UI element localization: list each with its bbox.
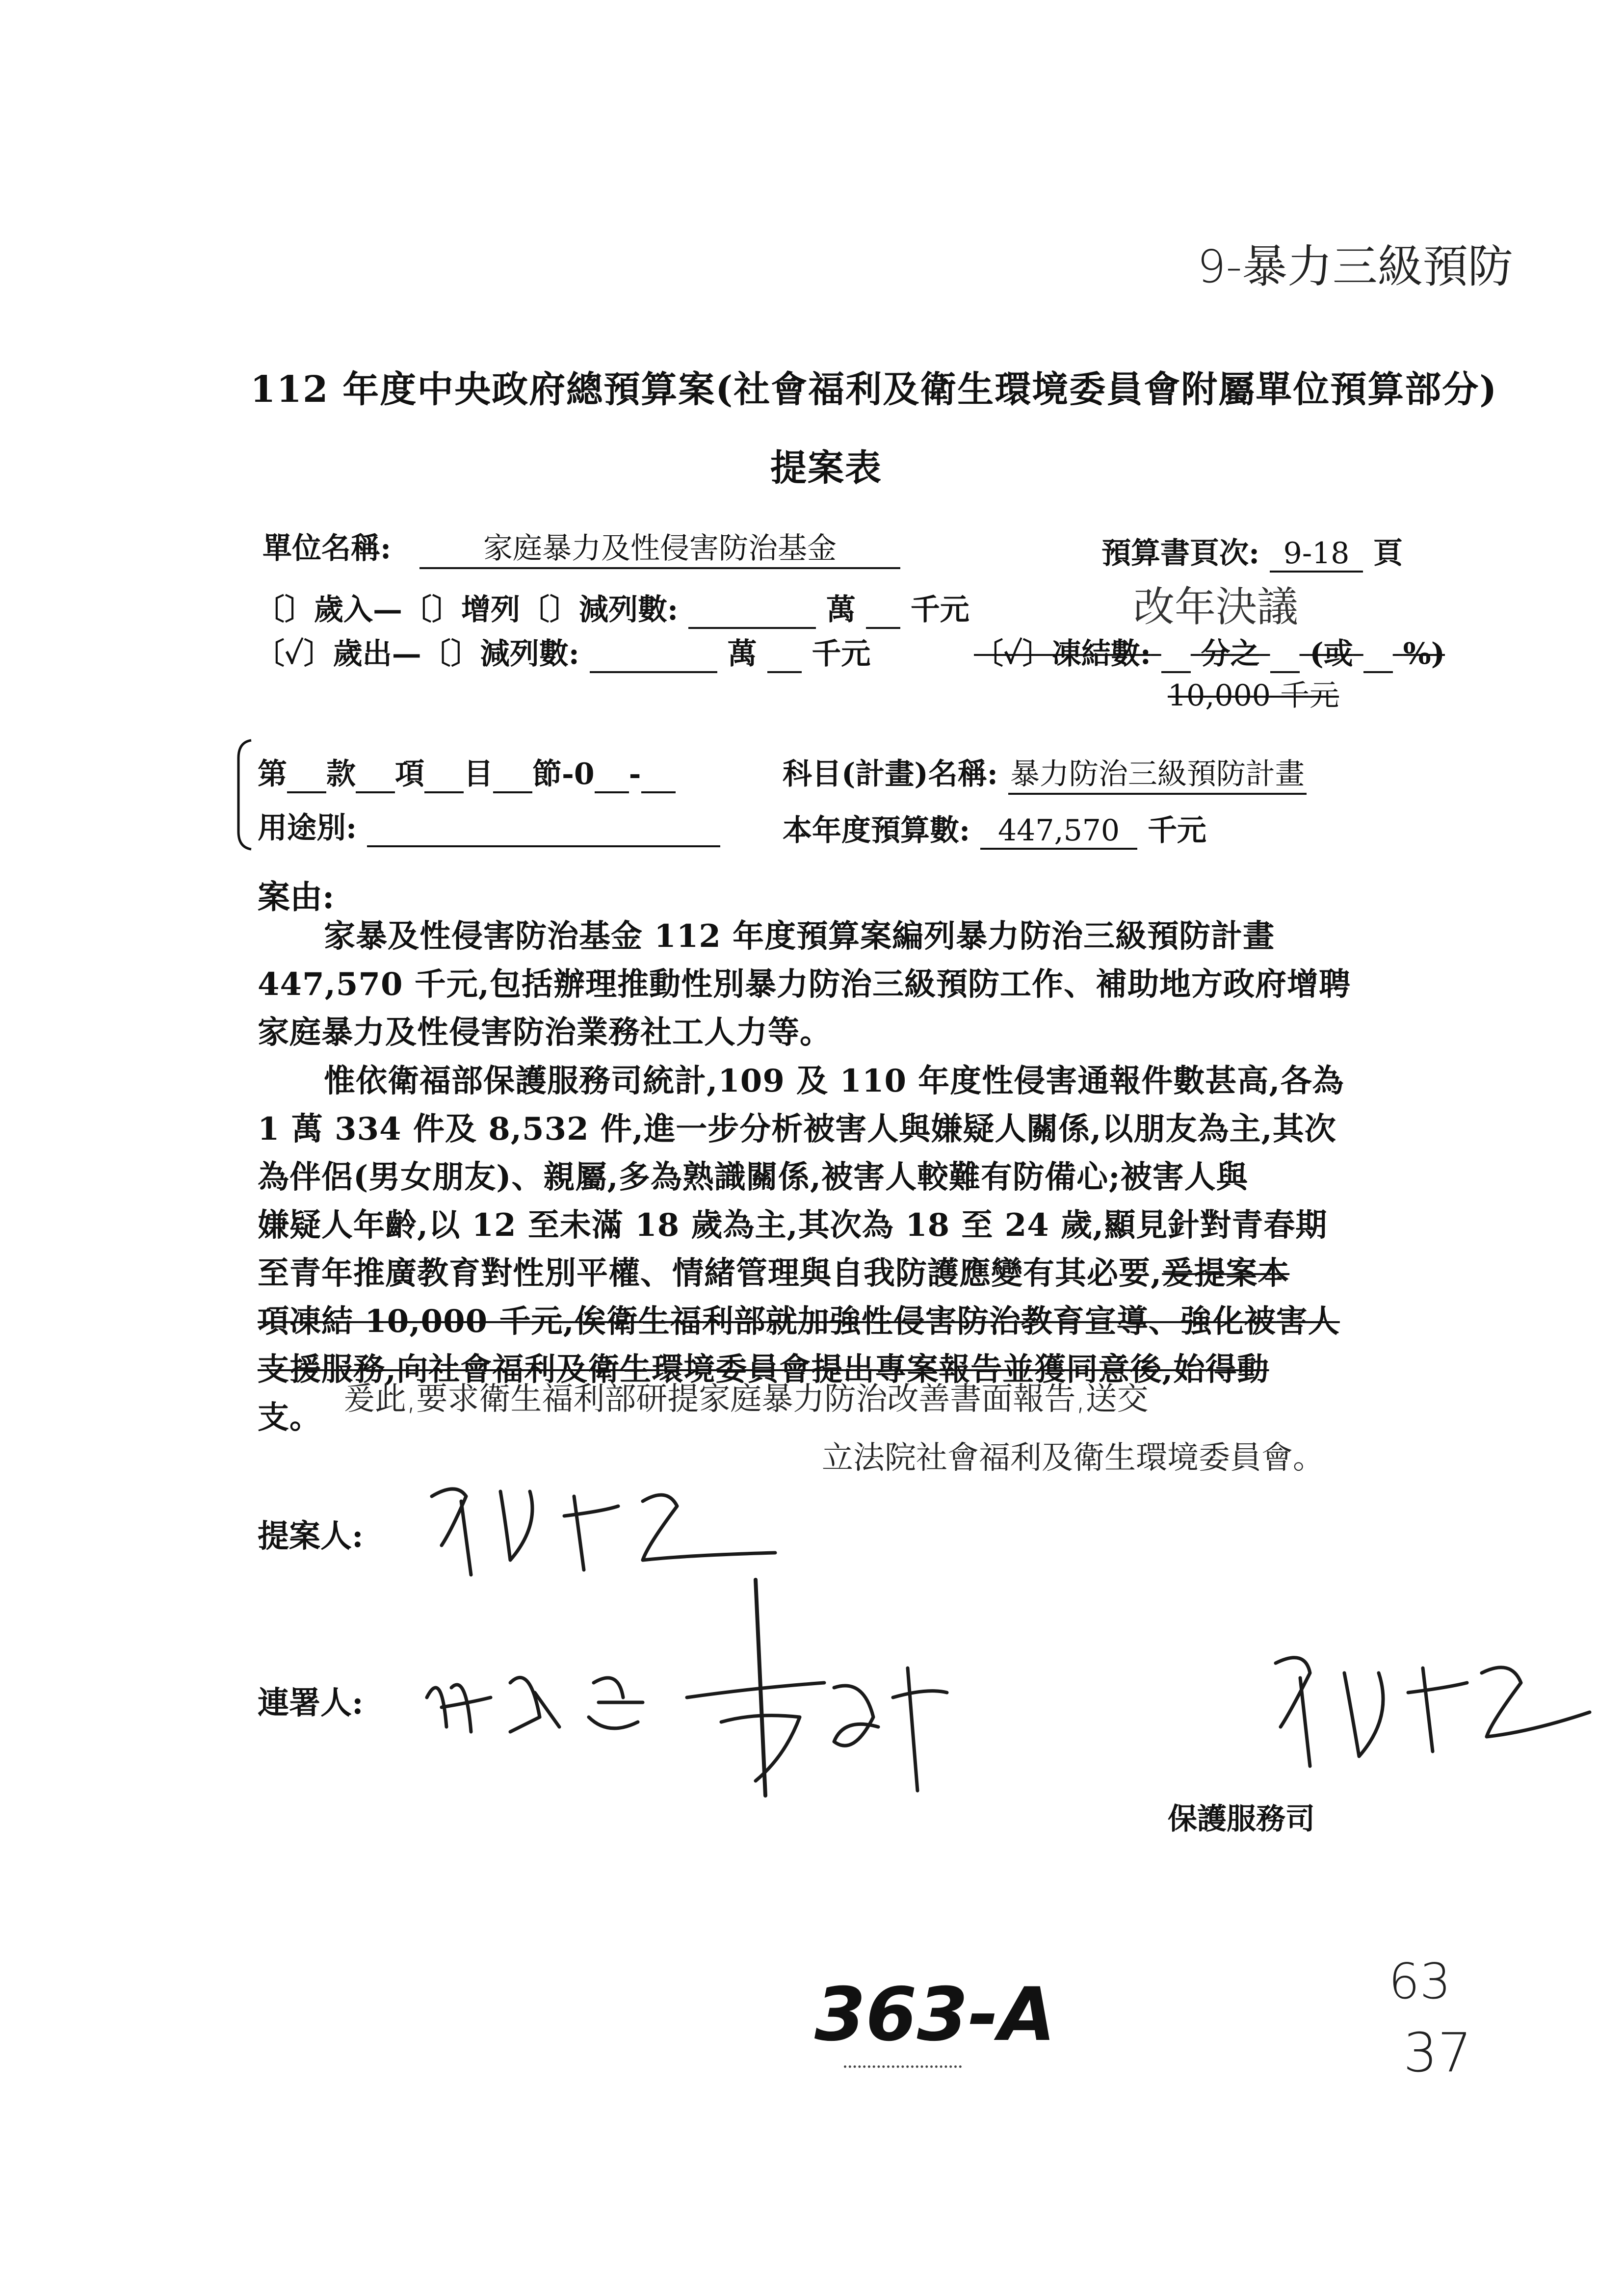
paragraph-1-line: 家庭暴力及性侵害防治業務社工人力等。 [258, 1014, 832, 1051]
struck-line: 支援服務,向社會福利及衛生環境委員會提出專案報告並獲同意後,始得動 [258, 1351, 1269, 1388]
freeze-part: 分之 [1201, 637, 1260, 671]
revenue-wan-blank [688, 593, 816, 629]
annual-budget-row [783, 807, 1206, 850]
subject-value: 暴力防治三級預防計畫 [1008, 751, 1307, 795]
revenue-wan: 萬 [826, 593, 856, 627]
subject-label: 科目(計畫)名稱: [783, 757, 998, 791]
unit-name-text: 家庭暴力及性侵害防治基金 [419, 525, 900, 569]
freeze-numerator-blank [1270, 637, 1300, 673]
paragraph-1-line: 447,570 千元,包括辦理推動性別暴力防治三級預防工作、補助地方政府增聘 [258, 966, 1351, 1003]
item-dash: - [629, 757, 641, 791]
stamp-underline-dots [844, 2065, 962, 2068]
corner-number: 37 [1403, 2021, 1472, 2084]
annual-budget-label: 本年度預算數: [783, 813, 970, 848]
paragraph-2-line: 嫌疑人年齡,以 12 至未滿 18 歲為主,其次為 18 至 24 歲,顯見針對青春期 [258, 1207, 1328, 1244]
document-subtitle: 提案表 [770, 447, 882, 489]
item-kuan-blank [287, 757, 326, 793]
revenue-row-text: 〔〕歲入—〔〕增列〔〕減列數: [255, 593, 679, 627]
cosigner-label: 連署人: [258, 1685, 364, 1722]
item-row [258, 751, 676, 793]
revenue-row [255, 586, 969, 629]
revenue-qian: 千元 [910, 593, 969, 627]
item-di: 第 [258, 757, 287, 791]
handwritten-insert-line-2: 立法院社會福利及衛生環境委員會。 [822, 1440, 1324, 1476]
corner-number: 63 [1388, 1953, 1451, 2010]
annual-budget-value: 447,570 [980, 813, 1137, 850]
cosigner-signature [412, 1570, 976, 1805]
stamp-number: 363-A [814, 1972, 1056, 2058]
paragraph-1-line: 家暴及性侵害防治基金 112 年度預算案編列暴力防治三級預防計畫 [324, 918, 1275, 955]
struck-line: 項凍結 10,000 千元,俟衛生福利部就加強性侵害防治教育宣導、強化被害人 [258, 1303, 1340, 1340]
expenditure-row [255, 630, 870, 673]
item-jie: 節-0 [532, 757, 595, 791]
document-title: 112 年度中央政府總預算案(社會福利及衛生環境委員會附屬單位預算部分) [250, 368, 1498, 411]
usage-row [258, 805, 720, 847]
item-last-blank [641, 757, 676, 793]
expenditure-row-text: 〔✓〕歲出—〔〕減列數: [255, 637, 579, 671]
budget-page-label: 預算書頁次: [1101, 536, 1260, 571]
para2-struck: 爰提案本 [1162, 1255, 1290, 1292]
paragraph-2-line: 為伴侶(男女朋友)、親屬,多為熟識關係,被害人較難有防備心;被害人與 [258, 1159, 1248, 1196]
right-signature [1246, 1644, 1599, 1791]
freeze-denominator-blank [1161, 637, 1191, 673]
budget-page-row [1101, 530, 1403, 573]
unit-name-label: 單位名稱: [262, 531, 392, 566]
paragraph-2-line: 1 萬 334 件及 8,532 件,進一步分析被害人與嫌疑人關係,以朋友為主,其次 [258, 1111, 1336, 1148]
item-kuan: 款 [326, 757, 356, 791]
budget-page-suffix: 頁 [1373, 536, 1403, 571]
item-mu: 目 [464, 757, 493, 791]
revenue-qian-blank [866, 593, 900, 629]
handwritten-insert-line-1: 爰此,要求衛生福利部研提家庭暴力防治改善書面報告,送交 [343, 1381, 1149, 1417]
freeze-row [974, 630, 1445, 673]
expenditure-wan: 萬 [727, 637, 757, 671]
freeze-amount: 10,000 [1168, 678, 1271, 713]
para2-last-struck: 支。 [258, 1399, 321, 1436]
annual-budget-unit: 千元 [1147, 813, 1206, 848]
freeze-or: (或 [1310, 637, 1353, 671]
department-label: 保護服務司 [1168, 1802, 1315, 1836]
item-mu-blank [424, 757, 464, 793]
paragraph-1 [258, 913, 1351, 1057]
handwritten-resolution: 改年決議 [1133, 583, 1299, 631]
subject-row [783, 751, 1307, 795]
expenditure-qian-blank [767, 637, 802, 673]
expenditure-qian: 千元 [812, 637, 871, 671]
para2-kept: 至青年推廣教育對性別平權、情緒管理與自我防護應變有其必要, [258, 1255, 1162, 1292]
usage-blank [367, 811, 720, 847]
reason-label: 案由: [258, 878, 335, 916]
freeze-unit: 千元 [1280, 678, 1339, 713]
proposer-label: 提案人: [258, 1518, 364, 1555]
expenditure-wan-blank [590, 637, 717, 673]
item-jie-blank [493, 757, 532, 793]
freeze-pct-blank [1363, 637, 1393, 673]
budget-page-value: 9-18 [1270, 536, 1363, 573]
item-sub-blank [595, 757, 629, 793]
item-xiang: 項 [395, 757, 424, 791]
paragraph-2-line: 惟依衛福部保護服務司統計,109 及 110 年度性侵害通報件數甚高,各為 [324, 1063, 1344, 1099]
freeze-label: 〔✓〕凍結數: [974, 637, 1151, 671]
freeze-pct: %) [1403, 637, 1445, 671]
unit-name-value [419, 525, 900, 569]
item-xiang-blank [356, 757, 395, 793]
usage-label: 用途別: [258, 811, 357, 845]
header-handwritten-note: 9-暴力三級預防 [1197, 240, 1513, 293]
paragraph-2-line-5 [258, 1250, 1344, 1298]
freeze-amount-row [1168, 672, 1339, 714]
left-bracket [235, 738, 254, 851]
